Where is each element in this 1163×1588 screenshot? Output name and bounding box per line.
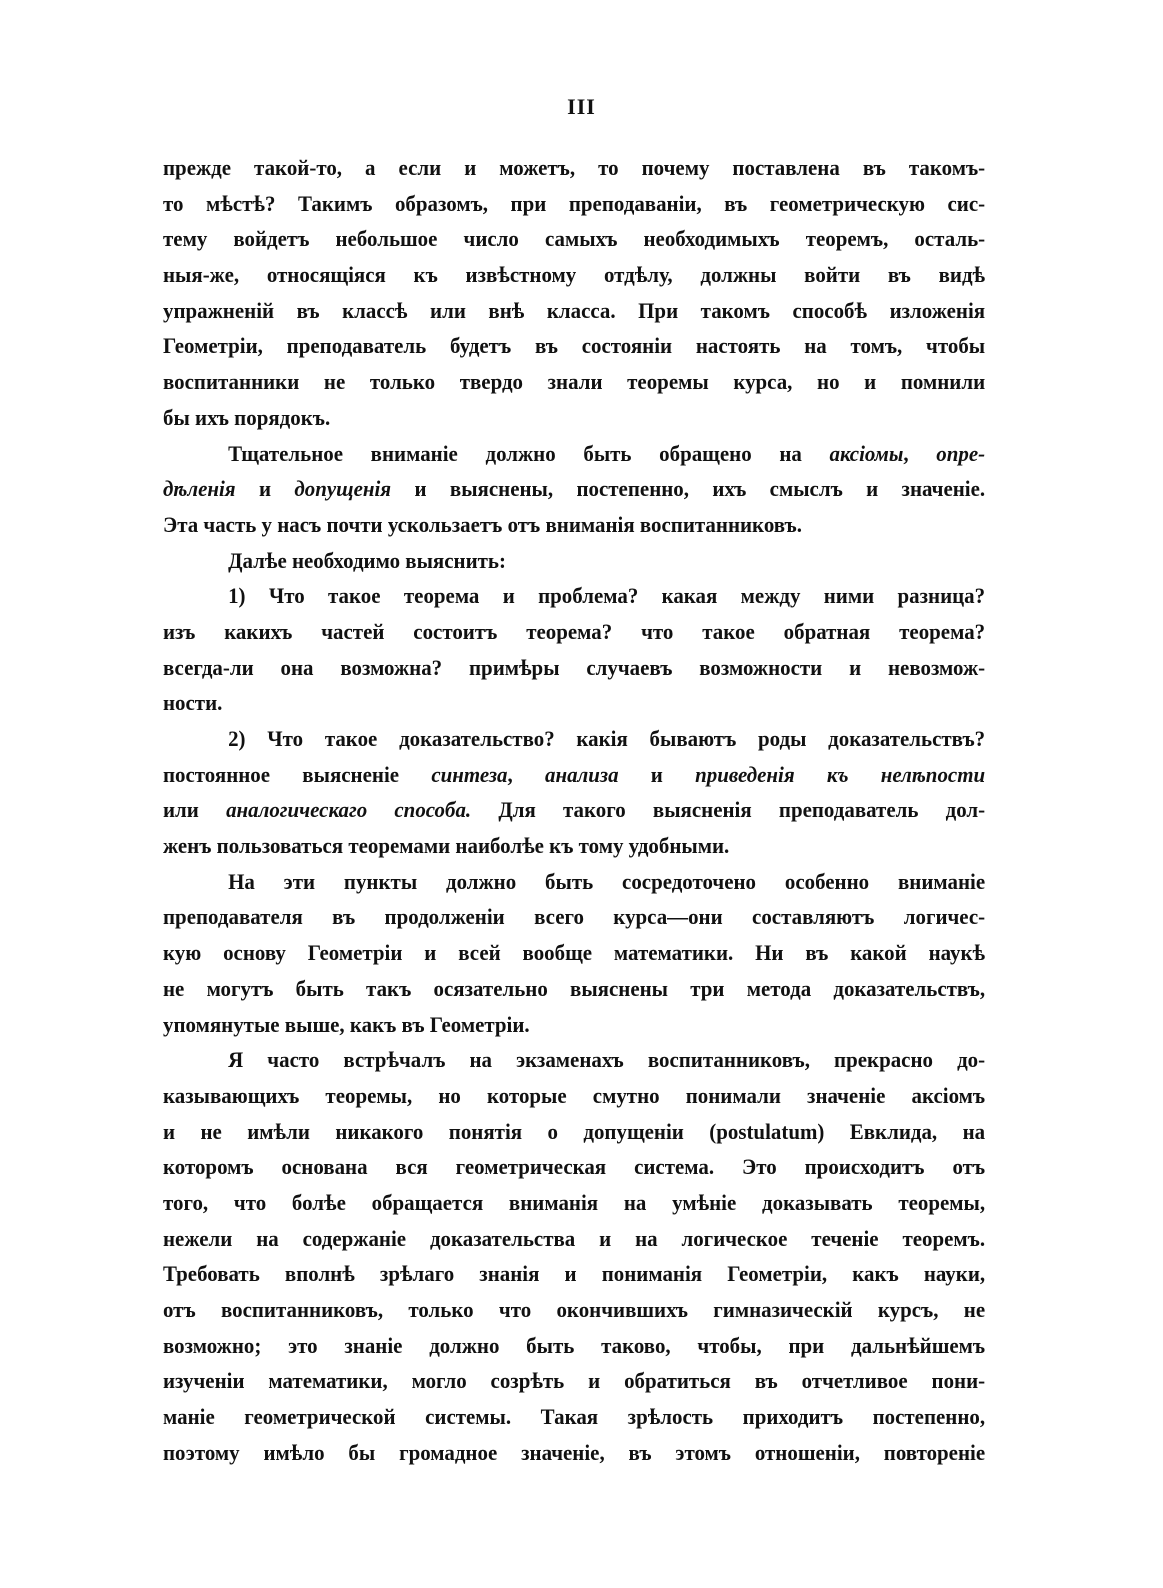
text-segment: , <box>507 761 545 787</box>
text-segment: и выяснены, постепенно, ихъ смыслъ и значеніе. <box>391 476 986 502</box>
text-line <box>163 1363 985 1399</box>
text-segment: женъ пользоваться теоремами наиболѣе къ тому удобными. <box>163 833 730 859</box>
text-segment: казывающихъ теоремы, но которые смутно понимали значеніе аксіомъ <box>163 1082 986 1108</box>
text-segment: ности. <box>163 690 223 716</box>
text-line <box>163 186 985 222</box>
text-line <box>163 150 985 186</box>
text-segment: На эти пункты должно быть сосредоточено особенно вниманіе <box>228 868 986 894</box>
text-line <box>163 364 985 400</box>
text-line <box>163 1078 985 1114</box>
italic-term: опре- <box>936 440 986 466</box>
text-line <box>163 578 985 614</box>
text-line <box>163 721 985 757</box>
text-segment: изученіи математики, могло созрѣть и обратиться въ отчетливое пони- <box>163 1368 986 1394</box>
text-line <box>163 614 985 650</box>
text-line <box>163 899 985 935</box>
text-segment: , <box>903 440 937 466</box>
italic-term: дѣленія <box>163 476 236 502</box>
text-line <box>163 1256 985 1292</box>
text-segment: 2) Что такое доказательство? какія бываютъ роды доказательствъ? <box>228 726 986 751</box>
text-segment: воспитанники не только твердо знали теоремы курса, но и помнили <box>163 369 986 395</box>
text-segment: постоянное выясненіе <box>163 761 432 787</box>
text-segment: маніе геометрической системы. Такая зрѣлость приходитъ постепенно, <box>163 1404 986 1430</box>
text-line <box>163 1221 985 1257</box>
text-segment: преподавателя въ продолженіи всего курса—они составляютъ логичес- <box>163 904 986 930</box>
text-line <box>163 1292 985 1328</box>
text-segment: и не имѣли никакого понятія о допущеніи (postulatum) Евклида, на <box>163 1118 986 1144</box>
text-segment: бы ихъ порядокъ. <box>163 404 331 430</box>
text-line <box>163 971 985 1007</box>
text-segment: прежде такой-то, а если и можетъ, то почему поставлена въ такомъ- <box>163 155 986 180</box>
page-number: III <box>567 94 596 119</box>
text-line <box>163 471 985 507</box>
text-line <box>163 1435 985 1471</box>
text-segment: то мѣстѣ? Такимъ образомъ, при преподаваніи, въ геометрическую сис- <box>163 190 986 216</box>
text-line <box>163 650 985 686</box>
text-segment: изъ какихъ частей состоитъ теорема? что такое обратная теорема? <box>163 618 986 644</box>
text-segment: Тщательное вниманіе должно быть обращено на <box>228 440 830 466</box>
text-segment: кую основу Геометріи и всей вообще математики. Ни въ какой наукѣ <box>163 940 986 966</box>
text-segment: и <box>235 476 295 502</box>
text-segment: упражненій въ классѣ или внѣ класса. При такомъ способѣ изложенія <box>163 297 986 323</box>
text-segment: Далѣе необходимо выяснить: <box>228 547 506 573</box>
text-line <box>163 792 985 828</box>
text-line <box>163 221 985 257</box>
text-line <box>163 1328 985 1364</box>
text-line <box>163 293 985 329</box>
italic-term: приведенія къ нелѣпости <box>695 761 986 787</box>
text-segment: тему войдетъ небольшое число самыхъ необходимыхъ теоремъ, осталь- <box>163 226 986 252</box>
text-line <box>163 1149 985 1185</box>
text-line <box>163 328 985 364</box>
italic-term: допущенія <box>294 476 392 502</box>
text-line <box>163 1185 985 1221</box>
text-line <box>163 1114 985 1150</box>
text-segment: ныя-же, относящіяся къ извѣстному отдѣлу, должны войти въ видѣ <box>163 262 986 288</box>
text-line <box>163 828 985 864</box>
text-line <box>163 436 985 472</box>
text-line <box>163 757 985 793</box>
text-segment: поэтому имѣло бы громадное значеніе, въ этомъ отношеніи, повтореніе <box>163 1439 986 1465</box>
text-segment: Требовать вполнѣ зрѣлаго знанія и пониманія Геометріи, какъ науки, <box>163 1261 986 1287</box>
italic-term: синтеза <box>431 761 508 787</box>
text-segment: нежели на содержаніе доказательства и на логическое теченіе теоремъ. <box>163 1225 986 1251</box>
text-line <box>163 400 985 436</box>
italic-term: аксіомы <box>829 440 904 466</box>
text-line <box>163 1399 985 1435</box>
text-segment: которомъ основана вся геометрическая система. Это происходитъ отъ <box>163 1154 986 1180</box>
text-segment: Для такого выясненія преподаватель дол- <box>471 797 986 823</box>
text-segment: возможно; это знаніе должно быть таково, чтобы, при дальнѣйшемъ <box>163 1332 986 1358</box>
text-segment: Я часто встрѣчалъ на экзаменахъ воспитанниковъ, прекрасно до- <box>228 1047 986 1073</box>
text-line <box>163 257 985 293</box>
text-segment: отъ воспитанниковъ, только что окончившихъ гимназическій курсъ, не <box>163 1297 986 1322</box>
text-line <box>163 543 985 579</box>
italic-term: анализа <box>544 761 619 787</box>
text-line <box>163 507 985 543</box>
text-line <box>163 1042 985 1078</box>
text-line <box>163 864 985 900</box>
body-text <box>163 150 985 1470</box>
text-line <box>163 1007 985 1043</box>
text-line <box>163 685 985 721</box>
text-segment: или <box>163 797 227 823</box>
text-line <box>163 935 985 971</box>
text-segment: всегда-ли она возможна? примѣры случаевъ возможности и невозмож- <box>163 654 986 680</box>
text-segment: не могутъ быть такъ осязательно выяснены три метода доказательствъ, <box>163 975 986 1001</box>
text-segment: упомянутые выше, какъ въ Геометріи. <box>163 1011 530 1037</box>
text-segment: того, что болѣе обращается вниманія на умѣніе доказывать теоремы, <box>163 1189 986 1215</box>
text-segment: Геометріи, преподаватель будетъ въ состояніи настоять на томъ, чтобы <box>163 333 986 359</box>
text-segment: Эта часть у насъ почти ускользаетъ отъ вниманія воспитанниковъ. <box>163 511 802 537</box>
italic-term: аналогическаго способа. <box>226 797 472 823</box>
text-segment: и <box>618 761 696 787</box>
text-segment: 1) Что такое теорема и проблема? какая между ними разница? <box>228 583 986 609</box>
